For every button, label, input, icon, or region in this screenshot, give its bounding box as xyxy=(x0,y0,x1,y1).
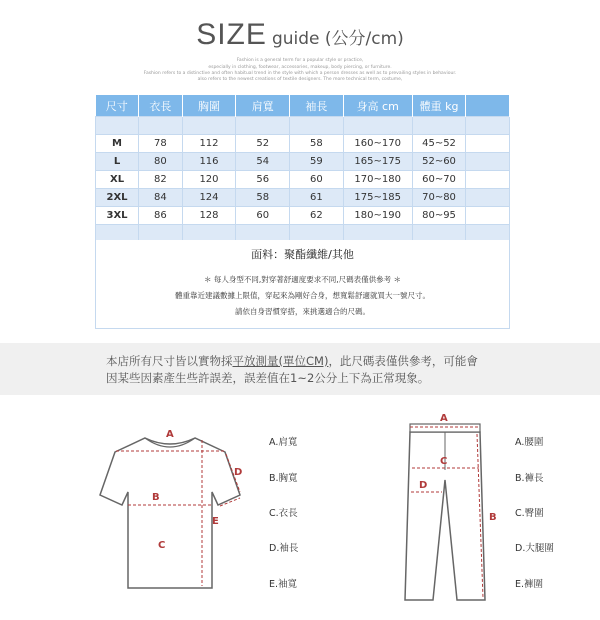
cell: 59 xyxy=(290,153,344,171)
header-empty xyxy=(466,95,510,117)
notes-box xyxy=(95,240,510,329)
fabric-text: 面料：聚酯纖維/其他 xyxy=(251,248,354,261)
title-guide: guide (公分/cm) xyxy=(271,29,404,49)
shirt-legend-a: A.肩寬 xyxy=(269,437,298,448)
cell: 82 xyxy=(139,171,183,189)
fine-print-4: also refers to the newest creations of textile designers. The more technical term, costume, xyxy=(197,77,403,82)
cell: 80 xyxy=(139,153,183,171)
marker-b: B xyxy=(152,492,160,503)
pants-legend-d: D.大腿圍 xyxy=(515,543,554,554)
cell: 120 xyxy=(182,171,236,189)
shirt-legend-d: D.袖長 xyxy=(269,543,299,554)
cell: 58 xyxy=(236,189,290,207)
cell: 160~170 xyxy=(343,135,412,153)
pants-marker-b: B xyxy=(489,512,497,523)
cell: 2XL xyxy=(96,189,139,207)
pants-waistband xyxy=(410,424,480,432)
cell: 60 xyxy=(290,171,344,189)
disclaimer-underlined: 平放測量(單位CM) xyxy=(232,354,329,368)
table-row xyxy=(96,135,510,153)
fine-print-3: Fashion refers to a distinctive and often habitual trend in the style with which a person dresses as well as to prevailing styles in behaviour. xyxy=(143,71,457,76)
table-row xyxy=(96,207,510,225)
cell: 86 xyxy=(139,207,183,225)
disclaimer-band xyxy=(0,343,600,395)
table-row-empty-top xyxy=(96,117,510,135)
cell: 45~52 xyxy=(412,135,466,153)
header-shoulder: 肩寬 xyxy=(236,95,290,117)
note-3: 請依自身習慣穿搭，來挑選適合的尺碼。 xyxy=(235,307,370,316)
shirt-legend-c: C.衣長 xyxy=(269,508,298,519)
pants-marker-a: A xyxy=(440,413,448,424)
cell: 3XL xyxy=(96,207,139,225)
cell: 112 xyxy=(182,135,236,153)
cell: 116 xyxy=(182,153,236,171)
disclaimer-post: ，此尺碼表僅供參考，可能會 xyxy=(328,354,478,368)
disclaimer-line-1 xyxy=(106,353,478,369)
cell: 60 xyxy=(236,207,290,225)
table-row xyxy=(96,171,510,189)
header-sleeve: 袖長 xyxy=(290,95,344,117)
cell: 128 xyxy=(182,207,236,225)
pants-legend-b: B.褲長 xyxy=(515,473,544,484)
fine-print-2: especially in clothing, footwear, accessories, makeup, body piercing, or furniture. xyxy=(208,65,392,70)
cell: 52~60 xyxy=(412,153,466,171)
cell: 78 xyxy=(139,135,183,153)
fine-print-1: Fashion is a general term for a popular style or practice, xyxy=(236,58,364,63)
cell: 52 xyxy=(236,135,290,153)
cell: 84 xyxy=(139,189,183,207)
cell: 62 xyxy=(290,207,344,225)
header-height: 身高 cm xyxy=(343,95,412,117)
shirt-legend-b: B.胸寬 xyxy=(269,473,298,484)
header-weight: 體重 kg xyxy=(412,95,466,117)
cell: XL xyxy=(96,171,139,189)
cell: 175~185 xyxy=(343,189,412,207)
pants-legend-e: E.褲圍 xyxy=(515,579,544,590)
cell: 60~70 xyxy=(412,171,466,189)
cell: L xyxy=(96,153,139,171)
cell: 80~95 xyxy=(412,207,466,225)
cell: 124 xyxy=(182,189,236,207)
note-2: 體重靠近建議數據上限值，穿起來為剛好合身，想寬鬆舒適就買大一號尺寸。 xyxy=(175,291,430,300)
marker-d: D xyxy=(234,467,243,478)
shirt-legend-e: E.袖寬 xyxy=(269,579,298,590)
pants-diagram xyxy=(395,410,505,610)
header-length: 衣長 xyxy=(139,95,183,117)
disclaimer-line-2: 因某些因素產生些許誤差，誤差值在1~2公分上下為正常現象。 xyxy=(106,371,430,385)
table-row xyxy=(96,153,510,171)
table-header-row xyxy=(96,95,510,117)
cell: M xyxy=(96,135,139,153)
header-size: 尺寸 xyxy=(96,95,139,117)
note-1: ＊ 每人身型不同,對穿著舒適度要求不同,尺碼表僅供參考 ＊ xyxy=(203,275,402,284)
pants-marker-c: C xyxy=(440,456,448,467)
tshirt-diagram xyxy=(90,420,250,600)
marker-a: A xyxy=(166,429,174,440)
cell: 61 xyxy=(290,189,344,207)
cell: 180~190 xyxy=(343,207,412,225)
pants-legend-a: A.腰圍 xyxy=(515,437,544,448)
size-table xyxy=(95,95,510,243)
page-title xyxy=(0,18,600,52)
cell: 170~180 xyxy=(343,171,412,189)
marker-c: C xyxy=(158,540,166,551)
pants-legend-c: C.臀圍 xyxy=(515,508,544,519)
table-row xyxy=(96,189,510,207)
tshirt-outline xyxy=(100,438,243,588)
cell: 58 xyxy=(290,135,344,153)
cell: 56 xyxy=(236,171,290,189)
cell: 165~175 xyxy=(343,153,412,171)
cell: 70~80 xyxy=(412,189,466,207)
header-chest: 胸圍 xyxy=(182,95,236,117)
marker-e: E xyxy=(212,516,219,527)
pants-marker-d: D xyxy=(419,480,428,491)
cell: 54 xyxy=(236,153,290,171)
disclaimer-pre: 本店所有尺寸皆以實物採 xyxy=(106,354,233,368)
title-size: SIZE xyxy=(196,18,267,51)
